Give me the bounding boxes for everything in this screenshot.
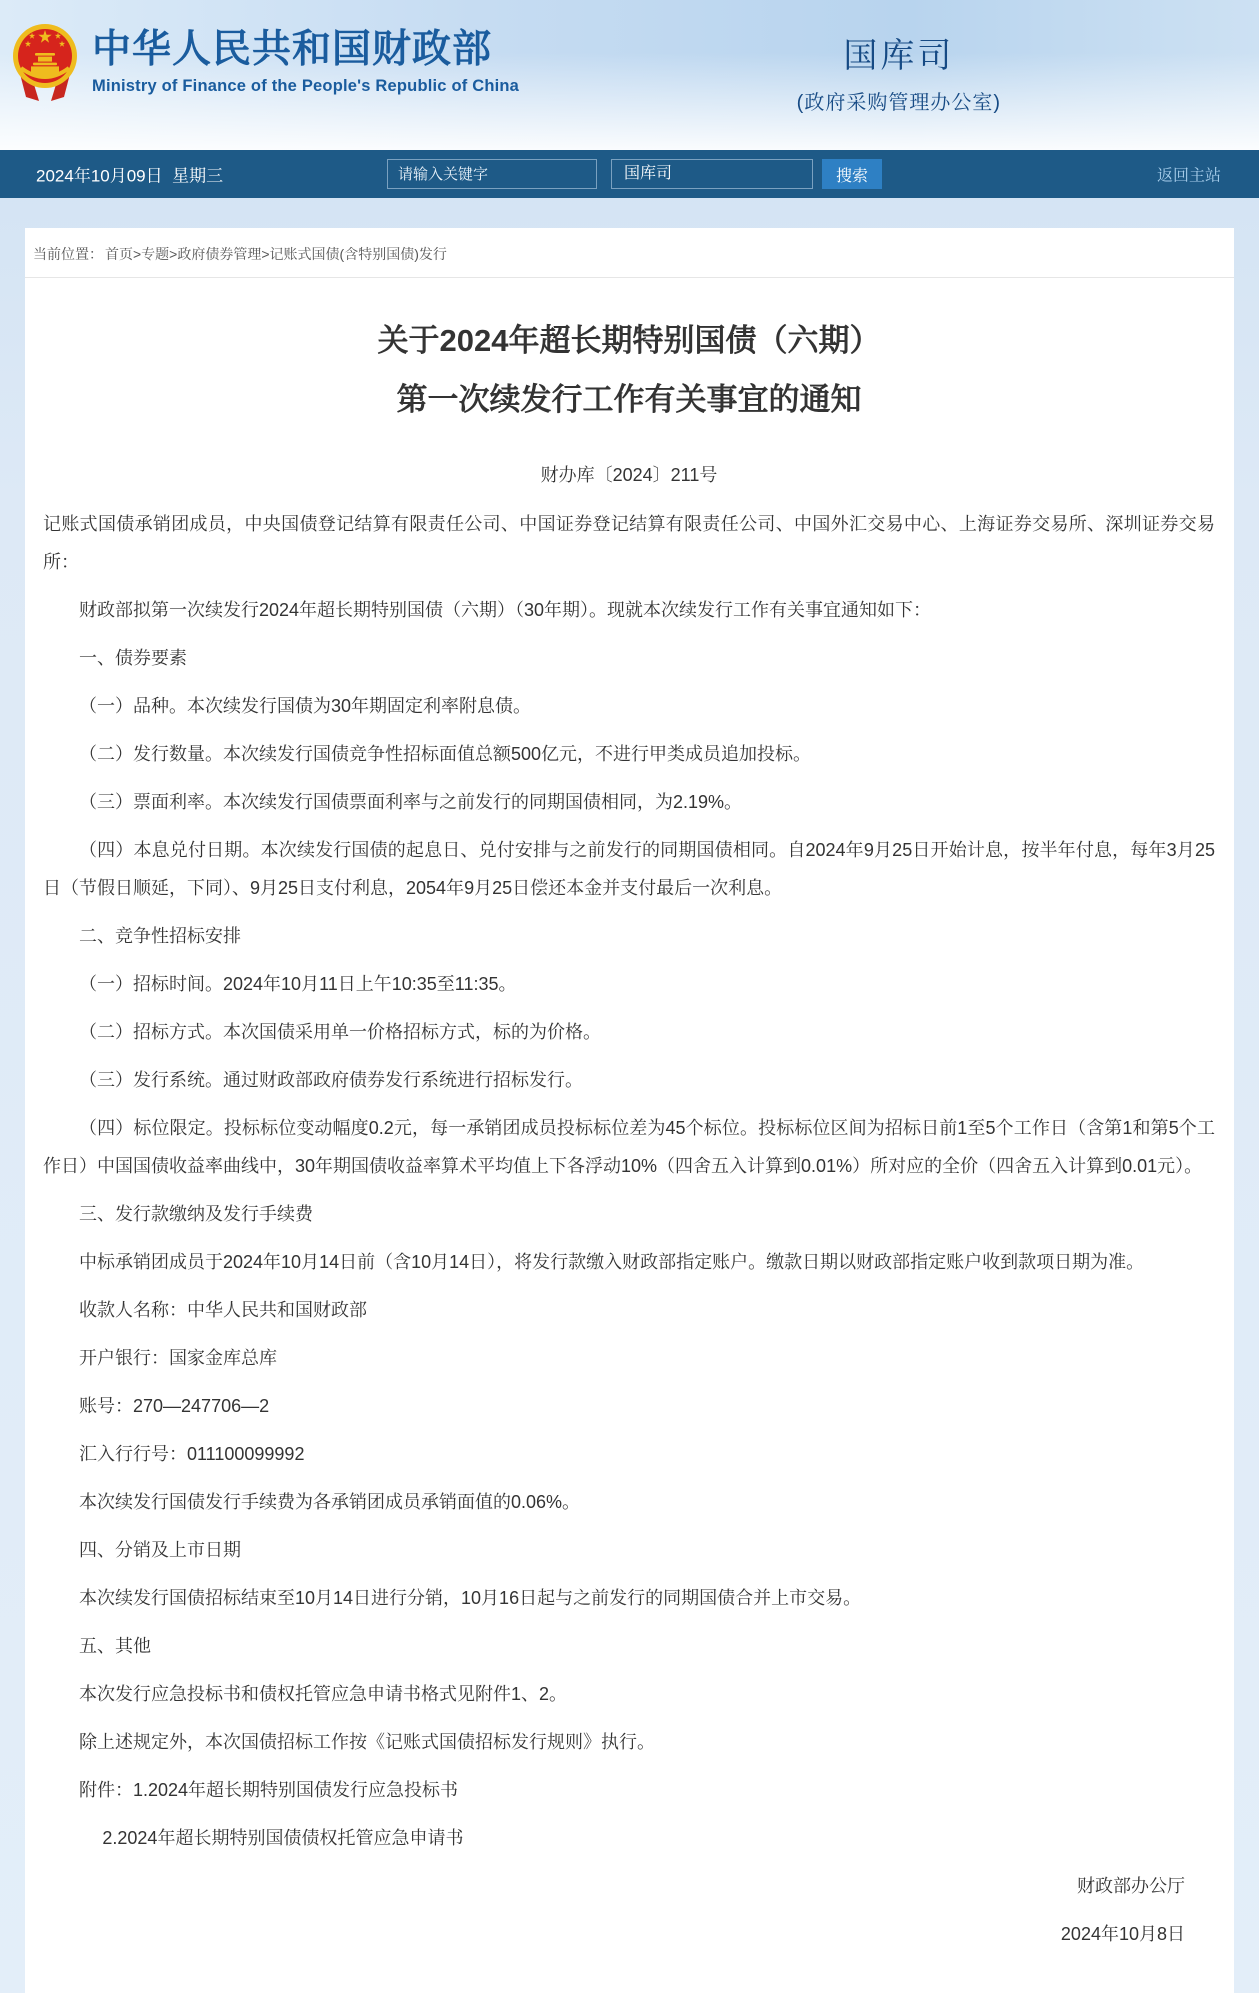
article-title-line2: 第一次续发行工作有关事宜的通知: [396, 382, 862, 417]
ministry-logo-link[interactable]: [12, 20, 519, 104]
paragraph: 四、分销及上市日期: [79, 1540, 241, 1560]
paragraph: 财政部拟第一次续发行2024年超长期特别国债（六期）（30年期）。现就本次续发行工作有关事宜通知如下：: [79, 600, 932, 620]
paragraph: 记账式国债承销团成员，中央国债登记结算有限责任公司、中国证券登记结算有限责任公司、中国外汇交易中心、上海证券交易所、深圳证券交易所：: [43, 514, 1215, 572]
paragraph: （三）票面利率。本次续发行国债票面利率与之前发行的同期国债相同，为2.19%。: [79, 792, 743, 812]
search-scope-select[interactable]: 国库司: [611, 159, 813, 189]
site-header: [0, 0, 1259, 150]
paragraph: （二）发行数量。本次续发行国债竞争性招标面值总额500亿元，不进行甲类成员追加投标。: [79, 744, 812, 764]
paragraph: （四）标位限定。投标标位变动幅度0.2元，每一承销团成员投标标位差为45个标位。投标标位区间为招标日前1至5个工作日（含第1和第5个工作日）中国国债收益率曲线中，30年期国债收益率算术平均值上下各浮动10%（四舍五入计算到0.01%）所对应的全价（四舍五入计算到0.01元）。: [43, 1118, 1215, 1176]
back-to-main-link[interactable]: 返回主站: [1156, 167, 1221, 185]
paragraph: 除上述规定外，本次国债招标工作按《记账式国债招标发行规则》执行。: [79, 1732, 655, 1752]
paragraph: 开户银行：国家金库总库: [79, 1348, 277, 1368]
article-body: [43, 505, 1215, 1857]
paragraph: 本次发行应急投标书和债权托管应急申请书格式见附件1、2。: [79, 1684, 568, 1704]
search-input[interactable]: [387, 159, 597, 189]
current-date: 2024年10月09日 星期三: [36, 166, 224, 186]
document-number: 财办库〔2024〕211号: [540, 465, 718, 485]
signature-date: 2024年10月8日: [1060, 1924, 1185, 1944]
breadcrumb-label: 当前位置：: [33, 246, 103, 262]
paragraph: （一）招标时间。2024年10月11日上午10:35至11:35。: [79, 974, 517, 994]
search-button[interactable]: 搜索: [822, 159, 882, 189]
department-name: 国库司: [843, 37, 955, 75]
paragraph: （三）发行系统。通过财政部政府债券发行系统进行招标发行。: [79, 1070, 583, 1090]
signature-office: 财政部办公厅: [1077, 1876, 1185, 1896]
paragraph: 本次续发行国债招标结束至10月14日进行分销，10月16日起与之前发行的同期国债合并上市交易。: [79, 1588, 862, 1608]
content-card: [25, 228, 1234, 1993]
paragraph: 2.2024年超长期特别国债债权托管应急申请书: [102, 1828, 464, 1848]
department-block: [797, 36, 1001, 115]
article-title: [43, 311, 1215, 429]
paragraph: 五、其他: [79, 1636, 151, 1656]
department-subtitle: (政府采购管理办公室): [796, 92, 1001, 114]
org-subtitle-en: Ministry of Finance of the People's Republic of China: [92, 77, 520, 95]
national-emblem-icon: [12, 20, 78, 104]
paragraph: 账号：270—247706—2: [79, 1396, 270, 1416]
paragraph: （一）品种。本次续发行国债为30年期固定利率附息债。: [79, 696, 532, 716]
paragraph: 附件：1.2024年超长期特别国债发行应急投标书: [79, 1780, 459, 1800]
article-title-line1: 关于2024年超长期特别国债（六期）: [377, 323, 881, 358]
paragraph: 中标承销团成员于2024年10月14日前（含10月14日），将发行款缴入财政部指定账户。缴款日期以财政部指定账户收到款项日期为准。: [79, 1252, 1145, 1272]
navbar: [0, 150, 1259, 198]
paragraph: 本次续发行国债发行手续费为各承销团成员承销面值的0.06%。: [79, 1492, 581, 1512]
article: [25, 311, 1234, 1993]
org-title-cn: 中华人民共和国财政部: [92, 28, 493, 71]
breadcrumb-path[interactable]: 首页>专题>政府债券管理>记账式国债(含特别国债)发行: [105, 246, 447, 262]
paragraph: （四）本息兑付日期。本次续发行国债的起息日、兑付安排与之前发行的同期国债相同。自2024年9月25日开始计息，按半年付息，每年3月25日（节假日顺延，下同）、9月25日支付利息，2054年9月25日偿还本金并支付最后一次利息。: [43, 840, 1215, 898]
breadcrumb: [25, 228, 1234, 278]
paragraph: 一、债券要素: [79, 648, 187, 668]
paragraph: 收款人名称：中华人民共和国财政部: [79, 1300, 367, 1320]
paragraph: 二、竞争性招标安排: [79, 926, 241, 946]
paragraph: 三、发行款缴纳及发行手续费: [79, 1204, 313, 1224]
org-text-block: [92, 20, 519, 96]
paragraph: 汇入行行号：011100099992: [79, 1444, 305, 1464]
paragraph: （二）招标方式。本次国债采用单一价格招标方式，标的为价格。: [79, 1022, 601, 1042]
